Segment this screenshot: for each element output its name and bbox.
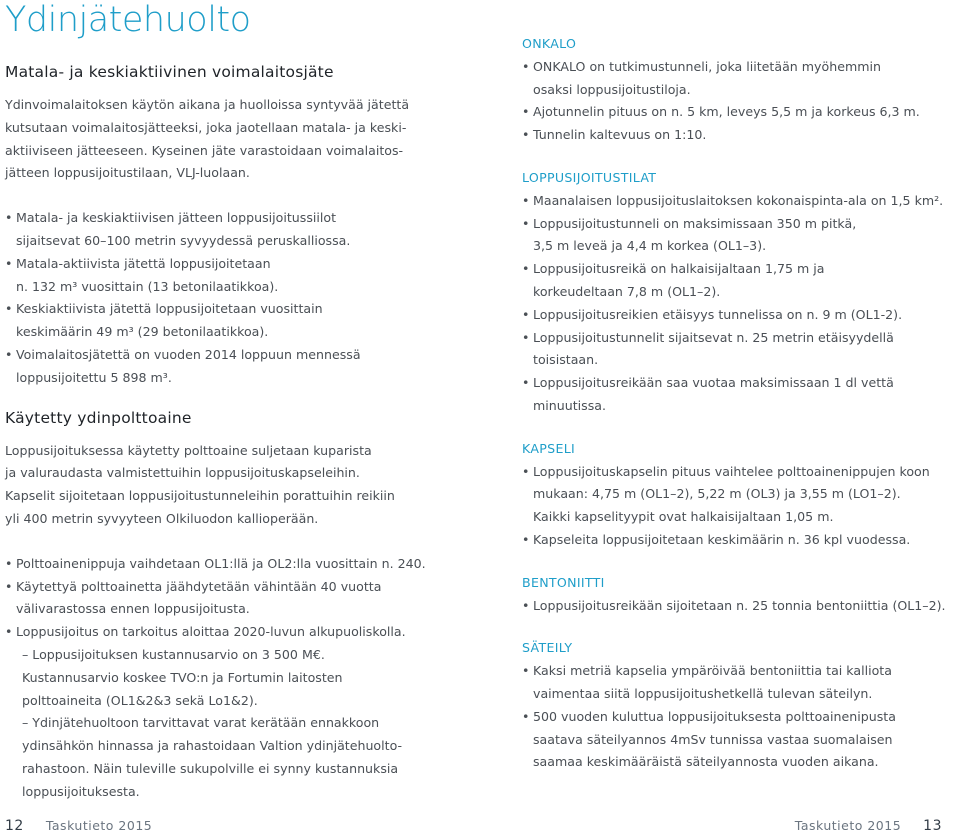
polttoaine-list-item-line: Polttoainenippuja vaihdetaan OL1:llä ja OL2:lla vuosittain n. 240.: [16, 555, 426, 571]
loppusijoitustilat-list-item-line: minuutissa.: [533, 397, 606, 413]
polttoaine-sublist-item-line: – Loppusijoituksen kustannusarvio on 3 500 M€.: [22, 646, 325, 662]
loppusijoitustilat-list-item-line: Maanalaisen loppusijoituslaitoksen kokonaispinta-ala on 1,5 km².: [533, 192, 944, 208]
intro-paragraph: [5, 94, 465, 185]
polttoaine-sublist-item: [5, 712, 465, 803]
onkalo-list-item: [522, 124, 960, 147]
loppusijoitustilat-list-item: [522, 258, 960, 304]
intro-paragraph-line: kutsutaan voimalaitosjätteeksi, joka jaotellaan matala- ja keski-: [5, 119, 407, 135]
section-heading-ydinpolttoaine: Käytetty ydinpolttoaine: [5, 408, 192, 427]
voimalaitosjate-list-item-line: sijaitsevat 60–100 metrin syvyydessä peruskalliossa.: [16, 232, 351, 248]
left-column: [5, 60, 465, 804]
polttoaine-sublist-item-line: – Ydinjätehuoltoon tarvittavat varat kerätään ennakkoon: [22, 715, 380, 731]
heading-loppusijoitustilat: LOPPUSIJOITUSTILAT: [522, 169, 657, 185]
polttoaine-paragraph-1: [5, 440, 465, 486]
polttoaine-paragraph-2: [5, 485, 465, 531]
heading-bentoniitti: BENTONIITTI: [522, 574, 605, 590]
polttoaine-list-item: [5, 576, 465, 622]
bentoniitti-list-item-line: Loppusijoitusreikään sijoitetaan n. 25 tonnia bentoniittia (OL1–2).: [533, 597, 946, 613]
loppusijoitustilat-list-item: [522, 327, 960, 373]
intro-paragraph-line: aktiiviseen jätteeseen. Kyseinen jäte varastoidaan voimalaitos-: [5, 142, 404, 158]
voimalaitosjate-list-item: [5, 207, 465, 253]
polttoaine-list-item: [5, 621, 465, 644]
polttoaine-paragraph-1-line: Loppusijoituksessa käytetty polttoaine suljetaan kuparista: [5, 442, 372, 458]
kapseli-list-item-line: Kapseleita loppusijoitetaan keskimäärin n. 36 kpl vuodessa.: [533, 531, 911, 547]
publication-name-left: Taskutieto 2015: [45, 818, 153, 833]
loppusijoitustilat-list-item: [522, 372, 960, 418]
footer-right: [795, 817, 942, 835]
polttoaine-list-item-line: Käytettyä polttoainetta jäähdytetään vähintään 40 vuotta: [16, 578, 382, 594]
sateily-list-item-line: 500 vuoden kuluttua loppusijoituksesta polttoainenipusta: [533, 708, 896, 724]
sateily-list-item-line: saatava säteilyannos 4mSv tunnissa vastaa suomalaisen: [533, 731, 893, 747]
heading-sateily: SÄTEILY: [522, 640, 573, 656]
loppusijoitustilat-list-item-line: Loppusijoitustunneli on maksimissaan 350 m pitkä,: [533, 215, 857, 231]
loppusijoitustilat-list-item-line: toisistaan.: [533, 352, 599, 368]
loppusijoitustilat-list-item-line: Loppusijoitustunnelit sijaitsevat n. 25 metrin etäisyydellä: [533, 329, 894, 345]
onkalo-list-item-line: osaksi loppusijoitustiloja.: [533, 81, 691, 97]
kapseli-list-item-line: mukaan: 4,75 m (OL1–2), 5,22 m (OL3) ja 3,55 m (LO1–2).: [533, 486, 901, 502]
onkalo-list-item-line: Ajotunnelin pituus on n. 5 km, leveys 5,5 m ja korkeus 6,3 m.: [533, 104, 920, 120]
bentoniitti-list: [522, 595, 960, 618]
section-heading-voimalaitosjate: Matala- ja keskiaktiivinen voimalaitosjäte: [5, 63, 334, 81]
right-column: [522, 33, 960, 774]
polttoaine-sublist-item: [5, 644, 465, 712]
polttoaine-sublist-item-line: rahastoon. Näin tuleville sukupolville ei synny kustannuksia: [22, 760, 399, 776]
voimalaitosjate-list-item-line: Voimalaitosjätettä on vuoden 2014 loppuun mennessä: [16, 346, 361, 362]
heading-kapseli: KAPSELI: [522, 440, 576, 456]
loppusijoitustilat-list-item: [522, 190, 960, 213]
publication-name-right: Taskutieto 2015: [794, 818, 902, 833]
polttoaine-sublist-item-line: ydinsähkön hinnassa ja rahastoidaan Valtion ydinjätehuolto-: [22, 738, 403, 754]
loppusijoitustilat-list-item-line: korkeudeltaan 7,8 m (OL1–2).: [533, 283, 721, 299]
polttoaine-list: [5, 553, 465, 644]
sateily-list-item-line: Kaksi metriä kapselia ympäröivää bentoniittia tai kalliota: [533, 663, 892, 679]
polttoaine-list-item: [5, 553, 465, 576]
kapseli-list-item-line: Kaikki kapselityypit ovat halkaisijaltaan 1,05 m.: [533, 509, 834, 525]
loppusijoitustilat-list-item-line: Loppusijoitusreikään saa vuotaa maksimissaan 1 dl vettä: [533, 375, 894, 391]
polttoaine-paragraph-1-line: ja valuraudasta valmistettuihin loppusijoituskapseleihin.: [5, 465, 360, 481]
kapseli-list-item: [522, 529, 960, 552]
polttoaine-sublist-item-line: polttoaineita (OL1&2&3 sekä Lo1&2).: [22, 692, 258, 708]
kapseli-list: [522, 461, 960, 552]
heading-onkalo: ONKALO: [522, 36, 577, 51]
loppusijoitustilat-list-item: [522, 213, 960, 259]
kapseli-list-item: [522, 461, 960, 529]
voimalaitosjate-list-item-line: Matala-aktiivista jätettä loppusijoitetaan: [16, 255, 271, 271]
voimalaitosjate-list-item: [5, 344, 465, 390]
onkalo-list-item: [522, 101, 960, 124]
sateily-list-item-line: saamaa keskimääräistä säteilyannosta vuoden aikana.: [533, 754, 879, 770]
loppusijoitustilat-list-item-line: Loppusijoitusreikä on halkaisijaltaan 1,75 m ja: [533, 261, 825, 277]
loppusijoitustilat-list: [522, 190, 960, 418]
voimalaitosjate-list-item: [5, 298, 465, 344]
loppusijoitustilat-list-item: [522, 304, 960, 327]
onkalo-list: [522, 56, 960, 147]
intro-paragraph-line: jätteen loppusijoitustilaan, VLJ-luolaan.: [5, 165, 250, 181]
sateily-list-item: [522, 660, 960, 706]
onkalo-list-item: [522, 56, 960, 102]
sateily-list-item: [522, 706, 960, 774]
onkalo-list-item-line: Tunnelin kaltevuus on 1:10.: [533, 127, 707, 143]
kapseli-list-item-line: Loppusijoituskapselin pituus vaihtelee polttoainenippujen koon: [533, 463, 930, 479]
bentoniitti-list-item: [522, 595, 960, 618]
polttoaine-sublist-item-line: Kustannusarvio koskee TVO:n ja Fortumin laitosten: [22, 669, 343, 685]
voimalaitosjate-list-item-line: Matala- ja keskiaktiivisen jätteen loppusijoitussiilot: [16, 210, 337, 226]
polttoaine-list-item-line: Loppusijoitus on tarkoitus aloittaa 2020-luvun alkupuoliskolla.: [16, 624, 406, 640]
page-number-right: 13: [923, 818, 942, 834]
polttoaine-sublist-item-line: loppusijoituksesta.: [22, 783, 140, 799]
loppusijoitustilat-list-item-line: Loppusijoitusreikien etäisyys tunnelissa on n. 9 m (OL1-2).: [533, 306, 903, 322]
voimalaitosjate-list-item-line: keskimäärin 49 m³ (29 betonilaatikkoa).: [16, 324, 269, 340]
voimalaitosjate-list-item: [5, 253, 465, 299]
voimalaitosjate-list: [5, 207, 465, 389]
onkalo-list-item-line: ONKALO on tutkimustunneli, joka liitetään myöhemmin: [533, 58, 881, 74]
voimalaitosjate-list-item-line: n. 132 m³ vuosittain (13 betonilaatikkoa).: [16, 278, 279, 294]
polttoaine-list-item-line: välivarastossa ennen loppusijoitusta.: [16, 601, 250, 617]
page-number-left: 12: [5, 818, 24, 834]
intro-paragraph-line: Ydinvoimalaitoksen käytön aikana ja huolloissa syntyvää jätettä: [5, 97, 410, 112]
footer-left: [5, 817, 152, 835]
polttoaine-paragraph-2-line: Kapselit sijoitetaan loppusijoitustunneleihin porattuihin reikiin: [5, 488, 395, 504]
voimalaitosjate-list-item-line: loppusijoitettu 5 898 m³.: [16, 369, 172, 385]
sateily-list-item-line: vaimentaa siitä loppusijoitushetkellä tulevan säteilyn.: [533, 685, 873, 701]
polttoaine-sublist: [5, 644, 465, 804]
voimalaitosjate-list-item-line: Keskiaktiivista jätettä loppusijoitetaan vuosittain: [16, 301, 323, 317]
loppusijoitustilat-list-item-line: 3,5 m leveä ja 4,4 m korkea (OL1–3).: [533, 238, 767, 254]
page-title: Ydinjätehuolto: [5, 0, 251, 40]
sateily-list: [522, 660, 960, 774]
polttoaine-paragraph-2-line: yli 400 metrin syvyyteen Olkiluodon kallioperään.: [5, 510, 319, 526]
